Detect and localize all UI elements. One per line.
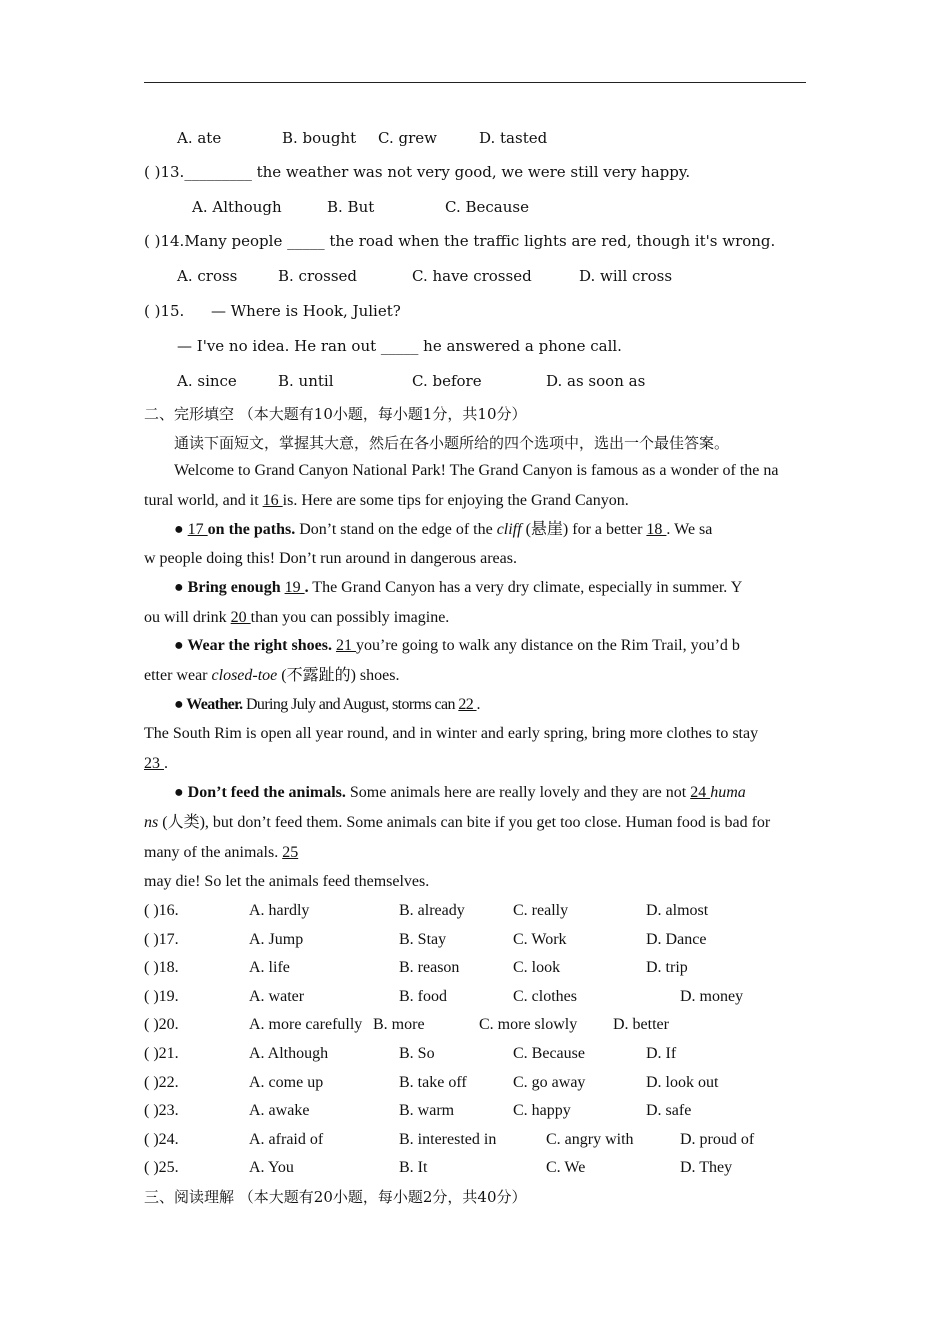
header-rule [144, 82, 806, 83]
passage-tip-5: ● Don’t feed the animals. Some animals here are really lovely and they are not 24 huma [174, 784, 746, 801]
q14-stem [144, 231, 775, 251]
q12-option-b[interactable]: B. bought [282, 129, 357, 147]
option-a[interactable]: A. come up [249, 1074, 324, 1091]
question-row [0, 930, 950, 950]
blank-16: 16 [262, 492, 283, 509]
blank-20: 20 [230, 609, 251, 626]
q14-option-d[interactable]: D. will cross [579, 267, 673, 285]
passage-line-11: 23 . [144, 755, 168, 772]
bullet-icon: ● [174, 696, 187, 713]
q15-option-d[interactable]: D. as soon as [546, 372, 646, 390]
q14-number[interactable]: ( )14. [144, 232, 185, 250]
question-number[interactable]: ( )24. [144, 1131, 179, 1148]
question-row [0, 987, 950, 1007]
option-b[interactable]: B. interested in [399, 1131, 497, 1148]
q13-stem [144, 162, 690, 182]
option-a[interactable]: A. life [249, 959, 290, 976]
q14-option-c[interactable]: C. have crossed [412, 267, 532, 285]
passage-line-14: many of the animals. 25 [144, 844, 299, 861]
question-number[interactable]: ( )18. [144, 959, 179, 976]
question-row [0, 958, 950, 978]
option-d[interactable]: D. money [680, 988, 744, 1005]
q15-question: — Where is Hook, Juliet? [211, 302, 401, 320]
section3-title: 三、阅读理解 （本大题有20小题，每小题2分，共40分） [144, 1188, 527, 1206]
option-c[interactable]: C. look [513, 959, 561, 976]
blank-25: 25 [282, 844, 299, 861]
option-c[interactable]: C. really [513, 902, 569, 919]
bullet-icon: ● [174, 521, 188, 538]
q13-option-c[interactable]: C. Because [445, 198, 529, 216]
passage-tip-1: ● 17 on the paths. Don’t stand on the edge of the cliff (悬崖) for a better 18 . We sa [174, 521, 713, 538]
option-d[interactable]: D. proud of [680, 1131, 755, 1148]
section2-title: 二、完形填空 （本大题有10小题，每小题1分，共10分） [144, 405, 527, 423]
passage-tip-2: ● Bring enough 19 . The Grand Canyon has a very dry climate, especially in summer. Y [174, 579, 743, 596]
question-number[interactable]: ( )20. [144, 1016, 179, 1033]
question-row [0, 1044, 950, 1064]
q13-option-a[interactable]: A. Although [192, 198, 282, 216]
tip-4-heading: Weather. [186, 696, 243, 713]
blank-18: 18 [646, 521, 667, 538]
option-a[interactable]: A. more carefully [249, 1016, 363, 1033]
question-row [0, 1015, 950, 1035]
q15-answer: — I've no idea. He ran out _____ he answered a phone call. [177, 337, 622, 355]
section2-instruction: 通读下面短文，掌握其大意，然后在各小题所给的四个选项中，选出一个最佳答案。 [174, 434, 730, 452]
option-b[interactable]: B. So [399, 1045, 435, 1062]
tip-2-heading: Bring enough [187, 579, 285, 596]
blank-17: 17 [187, 521, 208, 538]
option-d[interactable]: D. look out [646, 1074, 719, 1091]
passage-line-4: w people doing this! Don’t run around in dangerous areas. [144, 550, 517, 567]
option-b[interactable]: B. reason [399, 959, 460, 976]
option-c[interactable]: C. We [546, 1159, 586, 1176]
question-row [0, 1130, 950, 1150]
option-a[interactable]: A. Although [249, 1045, 329, 1062]
question-number[interactable]: ( )21. [144, 1045, 179, 1062]
passage-line-13: ns (人类), but don’t feed them. Some animals can bite if you get too close. Human food is bad for [144, 814, 771, 831]
option-c[interactable]: C. go away [513, 1074, 586, 1091]
passage-line-15: may die! So let the animals feed themselves. [144, 873, 430, 890]
passage-line-1: Welcome to Grand Canyon National Park! The Grand Canyon is famous as a wonder of the na [174, 462, 779, 479]
blank-19: 19 [284, 579, 305, 596]
tip-1-heading: on the paths. [207, 521, 296, 538]
passage-line-10: The South Rim is open all year round, and in winter and early spring, bring more clothes to stay [144, 725, 759, 742]
q14-option-b[interactable]: B. crossed [278, 267, 358, 285]
option-a[interactable]: A. You [249, 1159, 294, 1176]
q15-stem [144, 301, 184, 321]
question-number[interactable]: ( )17. [144, 931, 179, 948]
option-b[interactable]: B. take off [399, 1074, 467, 1091]
q13-option-b[interactable]: B. But [327, 198, 375, 216]
option-a[interactable]: A. hardly [249, 902, 310, 919]
option-b[interactable]: B. It [399, 1159, 428, 1176]
option-c[interactable]: C. clothes [513, 988, 577, 1005]
q12-option-d[interactable]: D. tasted [479, 129, 548, 147]
q15-option-c[interactable]: C. before [412, 372, 482, 390]
bullet-icon: ● [174, 784, 188, 801]
passage-tip-4: ● Weather. During July and August, storms can 22 . [174, 696, 480, 713]
q15-options [0, 371, 950, 391]
passage-line-8: etter wear closed-toe (不露趾的) shoes. [144, 667, 400, 684]
option-d[interactable]: D. safe [646, 1102, 692, 1119]
q13-blank: _________ [184, 163, 252, 181]
q15-option-b[interactable]: B. until [278, 372, 334, 390]
option-b[interactable]: B. Stay [399, 931, 447, 948]
option-b[interactable]: B. food [399, 988, 447, 1005]
q12-options [0, 128, 950, 148]
blank-21: 21 [335, 637, 356, 654]
option-c[interactable]: C. happy [513, 1102, 571, 1119]
option-d[interactable]: D. better [613, 1016, 669, 1033]
tip-3-heading: Wear the right shoes. [187, 637, 332, 654]
question-number[interactable]: ( )22. [144, 1074, 179, 1091]
option-d[interactable]: D. trip [646, 959, 688, 976]
option-b[interactable]: B. warm [399, 1102, 455, 1119]
question-row [0, 1073, 950, 1093]
option-a[interactable]: A. Jump [249, 931, 304, 948]
option-c[interactable]: C. angry with [546, 1131, 634, 1148]
option-d[interactable]: D. Dance [646, 931, 707, 948]
tip-5-heading: Don’t feed the animals. [187, 784, 346, 801]
passage-line-2: tural world, and it 16 is. Here are some tips for enjoying the Grand Canyon. [144, 492, 629, 509]
blank-23: 23 [144, 755, 164, 772]
option-b[interactable]: B. already [399, 902, 465, 919]
question-row [0, 1101, 950, 1121]
question-row [0, 901, 950, 921]
q15-option-a[interactable]: A. since [177, 372, 237, 390]
option-a[interactable]: A. afraid of [249, 1131, 324, 1148]
option-c[interactable]: C. Work [513, 931, 567, 948]
question-number[interactable]: ( )23. [144, 1102, 179, 1119]
option-b[interactable]: B. more [373, 1016, 425, 1033]
option-a[interactable]: A. water [249, 988, 305, 1005]
option-c[interactable]: C. more slowly [479, 1016, 578, 1033]
q15-number[interactable]: ( )15. [144, 302, 185, 320]
passage-line-6: ou will drink 20 than you can possibly imagine. [144, 609, 450, 626]
option-a[interactable]: A. awake [249, 1102, 310, 1119]
question-number[interactable]: ( )19. [144, 988, 179, 1005]
option-d[interactable]: D. If [646, 1045, 677, 1062]
q12-option-a[interactable]: A. ate [177, 129, 222, 147]
q14-option-a[interactable]: A. cross [177, 267, 238, 285]
option-c[interactable]: C. Because [513, 1045, 585, 1062]
q13-text: the weather was not very good, we were still very happy. [251, 163, 691, 181]
q14-text: Many people _____ the road when the traffic lights are red, though it's wrong. [184, 232, 776, 250]
passage-tip-3: ● Wear the right shoes. 21 you’re going to walk any distance on the Rim Trail, you’d b [174, 637, 740, 654]
q14-options [0, 266, 950, 286]
blank-24: 24 [690, 784, 711, 801]
question-number[interactable]: ( )25. [144, 1159, 179, 1176]
q12-option-c[interactable]: C. grew [378, 129, 437, 147]
bullet-icon: ● [174, 637, 188, 654]
option-d[interactable]: D. almost [646, 902, 709, 919]
q13-number[interactable]: ( )13. [144, 163, 185, 181]
q13-options [0, 197, 950, 217]
question-number[interactable]: ( )16. [144, 902, 179, 919]
bullet-icon: ● [174, 579, 188, 596]
option-d[interactable]: D. They [680, 1159, 733, 1176]
blank-22: 22 [458, 696, 477, 713]
question-row [0, 1158, 950, 1178]
